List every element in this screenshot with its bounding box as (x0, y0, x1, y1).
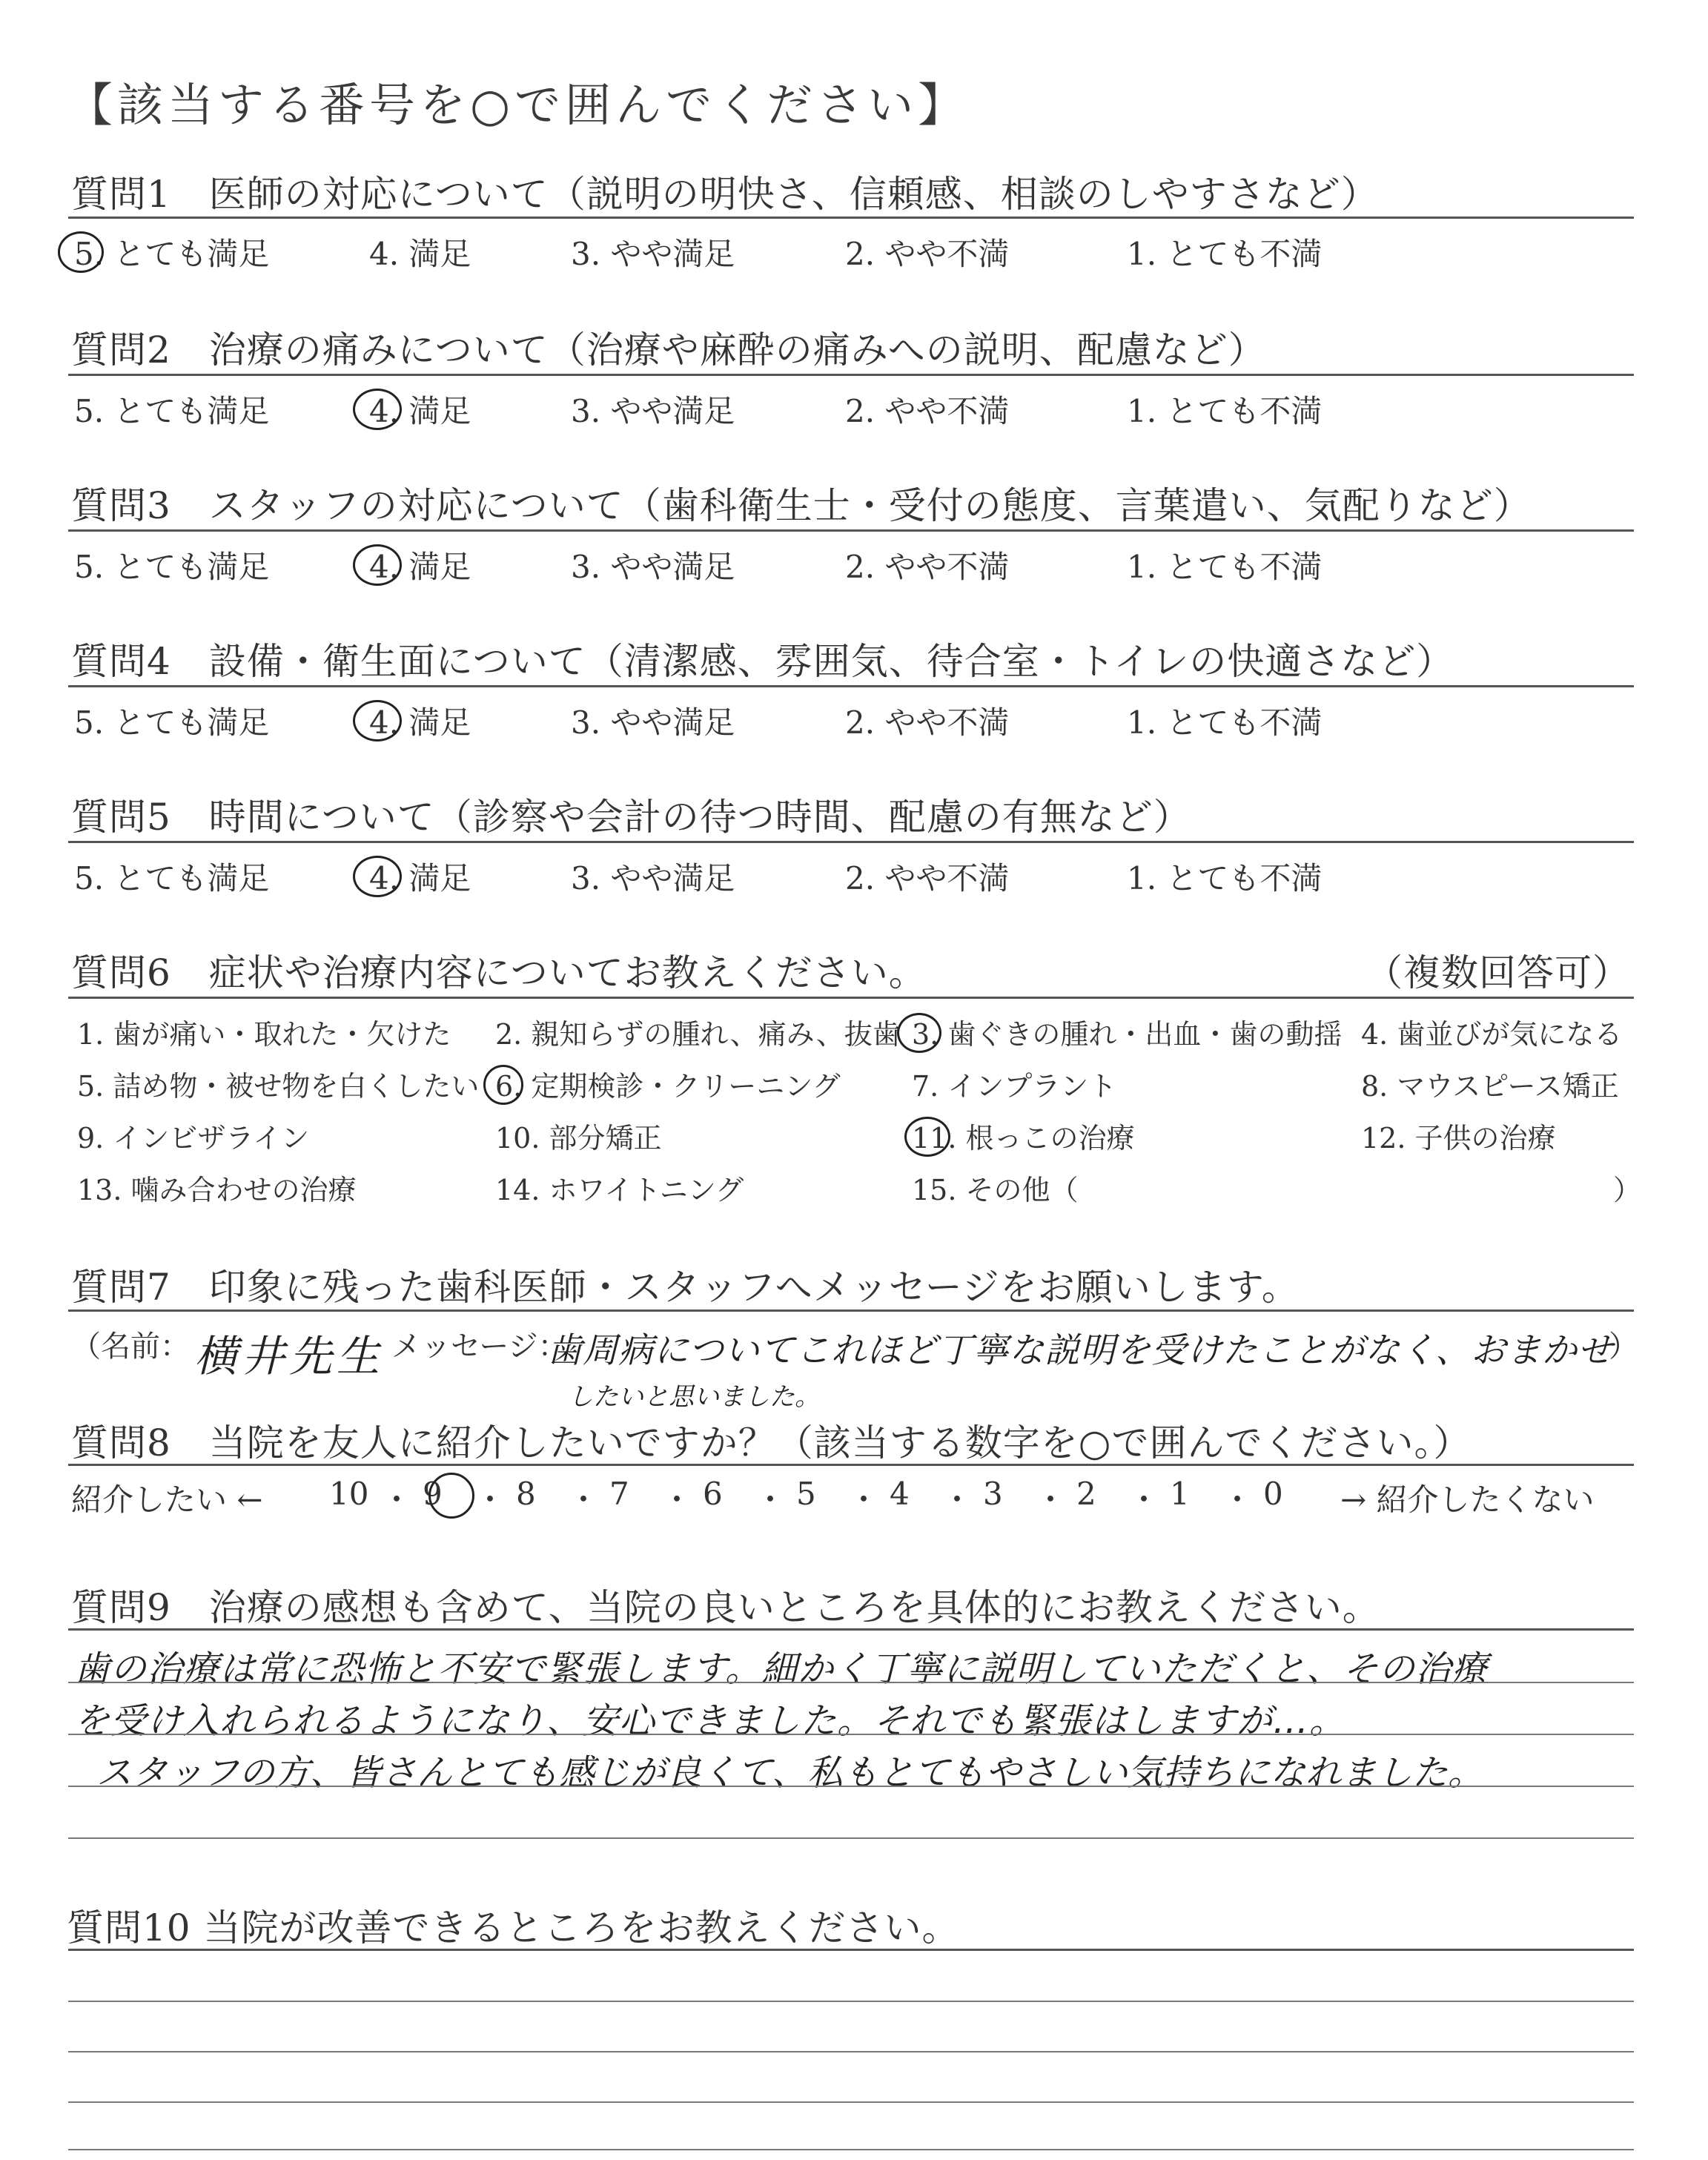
q7-close-paren: ） (1609, 1330, 1638, 1364)
q8-scale-0[interactable]: 0 (1263, 1476, 1283, 1512)
q8-scale-separator: ・ (848, 1482, 880, 1518)
q6-item-7[interactable]: 7. インプラント (912, 1070, 1117, 1103)
q9-answer-line-1[interactable]: 歯の治療は常に恐怖と不安で緊張します。細かく丁寧に説明していただくと、その治療 (74, 1648, 1489, 1690)
q5-selected-circle (353, 856, 402, 897)
q8-scale-separator: ・ (1222, 1482, 1254, 1518)
q1-option-1[interactable]: 1. とても不満 (1127, 236, 1323, 272)
q2-option-3[interactable]: 3. やや満足 (571, 393, 735, 429)
q6-item-11-circle (904, 1117, 950, 1157)
q3-selected-circle (353, 544, 402, 586)
q6-title: 質問6 症状や治療内容についてお教えください。 (71, 951, 927, 994)
q7-title: 質問7 印象に残った歯科医師・スタッフへメッセージをお願いします。 (71, 1266, 1300, 1309)
q6-item-1[interactable]: 1. 歯が痛い・取れた・欠けた (77, 1018, 451, 1051)
q4-option-5[interactable]: 5. とても満足 (74, 704, 270, 741)
q4-selected-circle (353, 700, 402, 742)
q4-option-3[interactable]: 3. やや満足 (571, 704, 735, 741)
q6-item-15-close: ） (1613, 1174, 1642, 1206)
q3-option-5[interactable]: 5. とても満足 (74, 549, 270, 585)
q4-option-1[interactable]: 1. とても不満 (1127, 704, 1323, 741)
q3-option-4[interactable]: 4. 満足 (369, 549, 471, 585)
q5-option-2[interactable]: 2. やや不満 (845, 860, 1010, 896)
q1-option-4[interactable]: 4. 満足 (369, 236, 471, 272)
q6-item-11[interactable]: 11. 根っこの治療 (912, 1122, 1135, 1155)
q8-right-label: → 紹介したくない (1340, 1482, 1595, 1518)
q3-option-1[interactable]: 1. とても不満 (1127, 549, 1323, 585)
page-title: 【該当する番号を○で囲んでください】 (67, 78, 969, 132)
q8-scale-9[interactable]: 9 (423, 1476, 443, 1512)
q9-answer-line-3[interactable]: スタッフの方、皆さんとても感じが良くて、私もとてもやさしい気持ちになれました。 (96, 1752, 1484, 1794)
q8-scale-5[interactable]: 5 (796, 1476, 816, 1512)
q8-scale-separator: ・ (1035, 1482, 1067, 1518)
q1-option-2[interactable]: 2. やや不満 (845, 236, 1010, 272)
q6-note: （複数回答可） (1366, 951, 1630, 994)
q2-selected-circle (353, 389, 402, 430)
q7-name-value[interactable]: 横井先生 (194, 1331, 385, 1381)
q8-title: 質問8 当院を友人に紹介したいですか？（該当する数字を○で囲んでください。） (71, 1421, 1472, 1464)
q6-item-12[interactable]: 12. 子供の治療 (1361, 1122, 1556, 1155)
q6-item-14[interactable]: 14. ホワイトニング (495, 1174, 744, 1206)
q6-item-10[interactable]: 10. 部分矯正 (495, 1122, 662, 1155)
q8-selected-circle (428, 1473, 474, 1519)
q2-option-5[interactable]: 5. とても満足 (74, 393, 270, 429)
q8-scale-separator: ・ (381, 1482, 413, 1518)
q6-item-5[interactable]: 5. 詰め物・被せ物を白くしたい (77, 1070, 480, 1103)
q9-title: 質問9 治療の感想も含めて、当院の良いところを具体的にお教えください。 (71, 1586, 1380, 1629)
q7-message-line-2[interactable]: したいと思いました。 (568, 1382, 820, 1412)
q8-scale-10[interactable]: 10 (329, 1476, 369, 1512)
q8-scale-8[interactable]: 8 (516, 1476, 536, 1512)
q6-item-9[interactable]: 9. インビザライン (77, 1122, 310, 1155)
q4-option-2[interactable]: 2. やや不満 (845, 704, 1010, 741)
q1-title: 質問1 医師の対応について（説明の明快さ、信頼感、相談のしやすさなど） (71, 173, 1379, 216)
q2-option-4[interactable]: 4. 満足 (369, 393, 471, 429)
q6-item-4[interactable]: 4. 歯並びが気になる (1361, 1018, 1623, 1051)
q4-option-4[interactable]: 4. 満足 (369, 704, 471, 741)
q1-option-3[interactable]: 3. やや満足 (571, 236, 735, 272)
q7-message-label: メッセージ： (391, 1330, 568, 1364)
q5-title: 質問5 時間について（診察や会計の待つ時間、配慮の有無など） (71, 796, 1191, 839)
q7-message-line-1[interactable]: 歯周病についてこれほど丁寧な説明を受けたことがなく、おまかせ (547, 1330, 1614, 1371)
q5-option-4[interactable]: 4. 満足 (369, 860, 471, 896)
q9-answer-line-2[interactable]: を受け入れられるようになり、安心できました。それでも緊張はしますが…。 (74, 1700, 1346, 1742)
q1-selected-circle (58, 231, 104, 273)
q8-scale-7[interactable]: 7 (609, 1476, 629, 1512)
q8-scale-separator: ・ (1128, 1482, 1160, 1518)
q6-item-6-circle (483, 1065, 523, 1105)
q5-option-3[interactable]: 3. やや満足 (571, 860, 735, 896)
q6-item-8[interactable]: 8. マウスピース矯正 (1361, 1070, 1619, 1103)
q6-item-3-circle (897, 1013, 941, 1053)
q6-item-6[interactable]: 6. 定期検診・クリーニング (495, 1070, 841, 1103)
q6-item-13[interactable]: 13. 噛み合わせの治療 (77, 1174, 357, 1206)
q8-scale-separator: ・ (755, 1482, 787, 1518)
q2-option-1[interactable]: 1. とても不満 (1127, 393, 1323, 429)
q8-scale-4[interactable]: 4 (890, 1476, 910, 1512)
q1-option-5[interactable]: 5. とても満足 (74, 236, 270, 272)
q8-scale-6[interactable]: 6 (703, 1476, 723, 1512)
q8-scale-separator: ・ (568, 1482, 600, 1518)
q3-option-2[interactable]: 2. やや不満 (845, 549, 1010, 585)
q8-left-label: 紹介したい ← (71, 1482, 263, 1518)
q7-name-label: （名前： (71, 1330, 190, 1364)
q3-title: 質問3 スタッフの対応について（歯科衛生士・受付の態度、言葉遣い、気配りなど） (71, 484, 1532, 527)
q8-scale-2[interactable]: 2 (1076, 1476, 1096, 1512)
q5-option-1[interactable]: 1. とても不満 (1127, 860, 1323, 896)
q5-option-5[interactable]: 5. とても満足 (74, 860, 270, 896)
q2-option-2[interactable]: 2. やや不満 (845, 393, 1010, 429)
q6-item-3[interactable]: 3. 歯ぐきの腫れ・出血・歯の動揺 (912, 1018, 1343, 1051)
q8-scale-separator: ・ (941, 1482, 973, 1518)
q6-item-2[interactable]: 2. 親知らずの腫れ、痛み、抜歯 (495, 1018, 901, 1051)
q8-scale-1[interactable]: 1 (1170, 1476, 1190, 1512)
q3-option-3[interactable]: 3. やや満足 (571, 549, 735, 585)
q2-title: 質問2 治療の痛みについて（治療や麻酔の痛みへの説明、配慮など） (71, 328, 1266, 371)
q8-scale-3[interactable]: 3 (983, 1476, 1003, 1512)
q10-title: 質問10 当院が改善できるところをお教えください。 (67, 1906, 960, 1949)
q4-title: 質問4 設備・衛生面について（清潔感、雰囲気、待合室・トイレの快適さなど） (71, 640, 1454, 683)
q6-item-15[interactable]: 15. その他（ (912, 1174, 1079, 1206)
q8-scale-separator: ・ (474, 1482, 506, 1518)
q8-scale-separator: ・ (661, 1482, 693, 1518)
